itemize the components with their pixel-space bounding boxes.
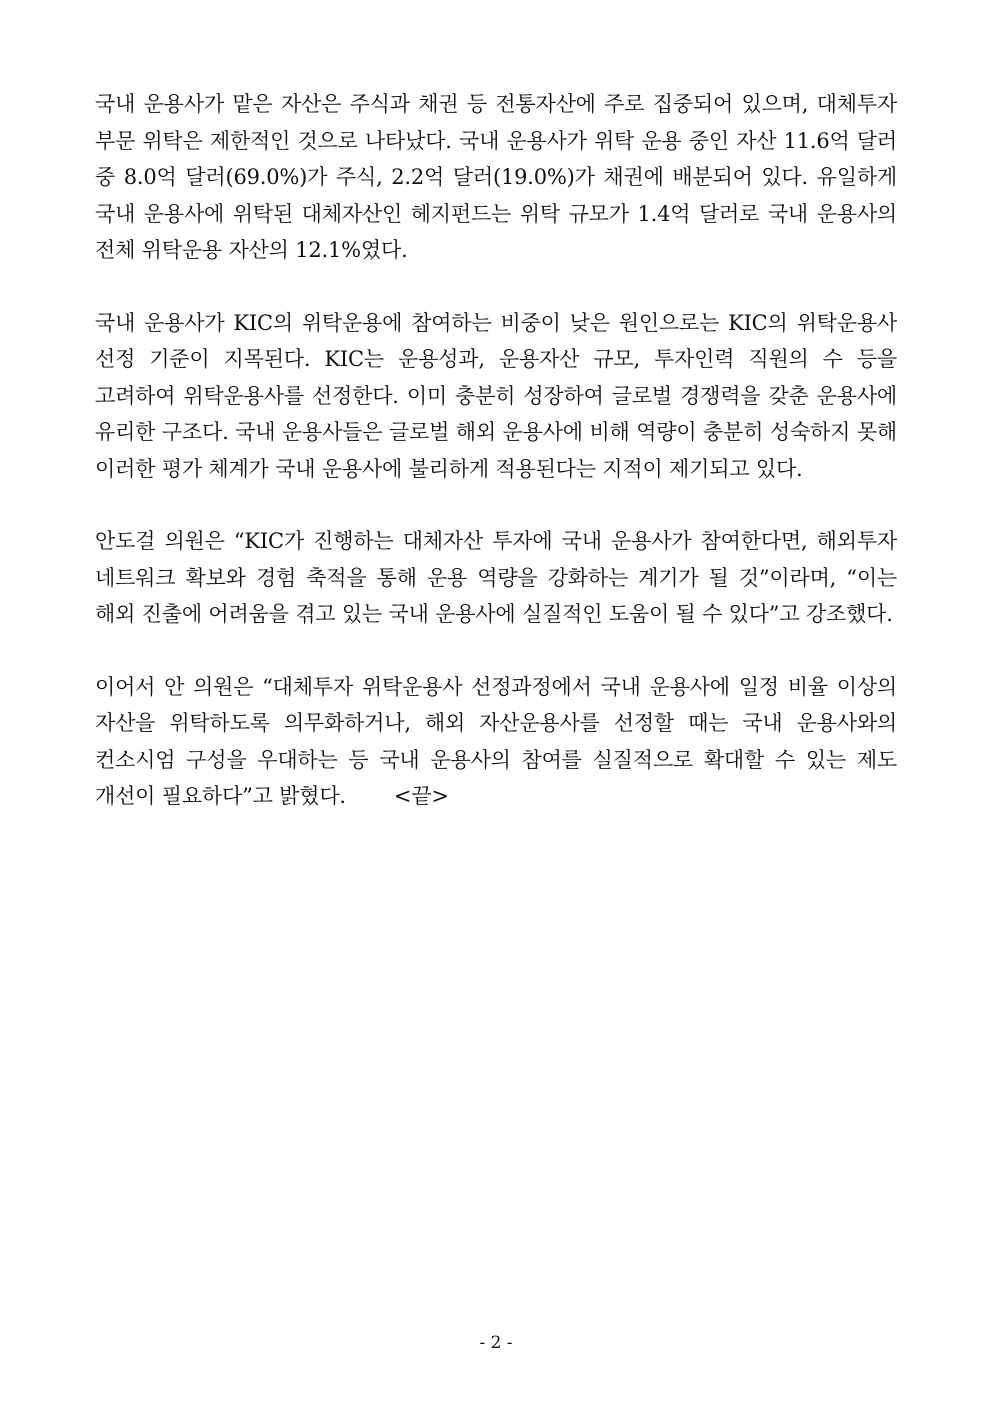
page-number: - 2 - xyxy=(479,1333,513,1353)
paragraph-4 xyxy=(95,669,897,815)
paragraph-2: 국내 운용사가 KIC의 위탁운용에 참여하는 비중이 낮은 원인으로는 KIC의 위탁운용사 선정 기준이 지목된다. KIC는 운용성과, 운용자산 규모, 투자인력 직원의 수 등을 고려하여 위탁운용사를 선정한다. 이미 충분히 성장하여 글로벌 경쟁력을 갖춘 운용사에 유리한 구조다. 국내 운용사들은 글로벌 해외 운용사에 비해 역량이 충분히 성숙하지 못해 이러한 평가 체계가 국내 운용사에 불리하게 적용된다는 지적이 제기되고 있다. xyxy=(95,310,897,481)
document-body xyxy=(95,86,897,851)
paragraph-4-text: 이어서 안 의원은 “대체투자 위탁운용사 선정과정에서 국내 운용사에 일정 비율 이상의 자산을 위탁하도록 의무화하거나, 해외 자산운용사를 선정할 때는 국내 운용사와의 컨소시엄 구성을 우대하는 등 국내 운용사의 참여를 실질적으로 확대할 수 있는 제도 개선이 필요하다”고 밝혔다. xyxy=(95,674,897,808)
paragraph-3: 안도걸 의원은 “KIC가 진행하는 대체자산 투자에 국내 운용사가 참여한다면, 해외투자 네트워크 확보와 경험 축적을 통해 운용 역량을 강화하는 계기가 될 것”이라며, “이는 해외 진출에 어려움을 겪고 있는 국내 운용사에 실질적인 도움이 될 수 있다”고 강조했다. xyxy=(95,529,897,626)
end-mark: <끝> xyxy=(393,784,449,808)
paragraph-1: 국내 운용사가 맡은 자산은 주식과 채권 등 전통자산에 주로 집중되어 있으며, 대체투자 부문 위탁은 제한적인 것으로 나타났다. 국내 운용사가 위탁 운용 중인 자산 11.6억 달러 중 8.0억 달러(69.0%)가 주식, 2.2억 달러(19.0%)가 채권에 배분되어 있다. 유일하게 국내 운용사에 위탁된 대체자산인 헤지펀드는 위탁 규모가 1.4억 달러로 국내 운용사의 전체 위탁운용 자산의 12.1%였다. xyxy=(95,92,897,262)
